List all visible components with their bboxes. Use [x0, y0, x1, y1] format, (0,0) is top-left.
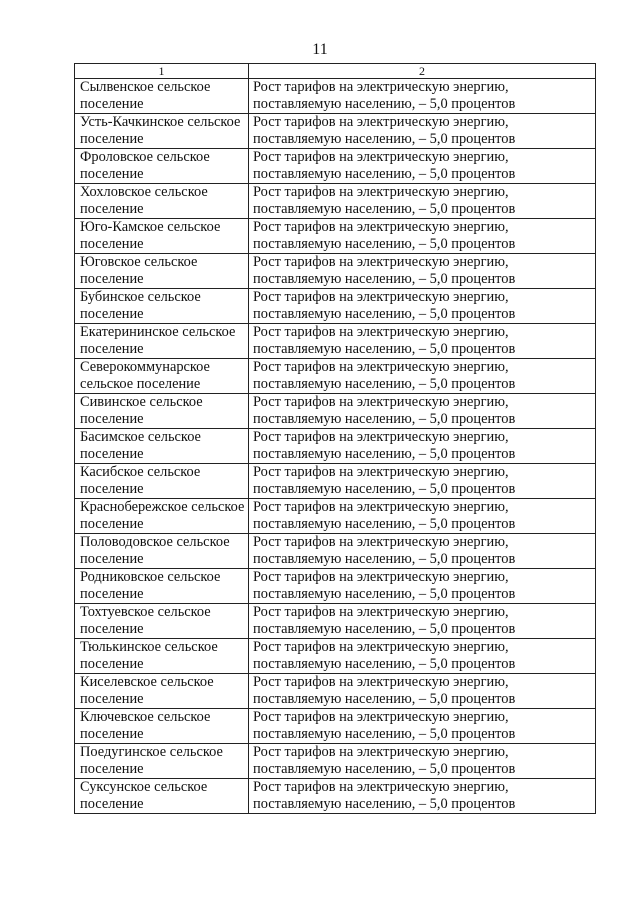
table-body: [75, 79, 596, 814]
tariff-value: [249, 569, 596, 604]
tariff-value: [249, 709, 596, 744]
settlement-name: Екатерининское сельское поселение: [75, 324, 249, 359]
settlement-name: Хохловское сельское поселение: [75, 184, 249, 219]
settlement-name: Басимское сельское поселение: [75, 429, 249, 464]
table-row: [75, 324, 596, 359]
settlement-name: Сивинское сельское поселение: [75, 394, 249, 429]
tariff-value: [249, 254, 596, 289]
settlement-name: Ключевское сельское поселение: [75, 709, 249, 744]
table-row: [75, 184, 596, 219]
settlement-name: Поедугинское сельское поселение: [75, 744, 249, 779]
tariff-value: [249, 674, 596, 709]
table-row: [75, 674, 596, 709]
table-row: [75, 114, 596, 149]
tariff-line-2: поставляемую населению, – 5,0 процентов: [253, 621, 516, 637]
table-row: [75, 359, 596, 394]
tariff-line-1: Рост тарифов на электрическую энергию,: [253, 394, 509, 410]
table-row: [75, 254, 596, 289]
tariff-value: [249, 79, 596, 114]
settlement-name: Юго-Камское сельское поселение: [75, 219, 249, 254]
settlement-name: Родниковское сельское поселение: [75, 569, 249, 604]
tariff-line-1: Рост тарифов на электрическую энергию,: [253, 464, 509, 480]
table-row: [75, 604, 596, 639]
tariff-line-2: поставляемую населению, – 5,0 процентов: [253, 341, 516, 357]
tariff-value: [249, 604, 596, 639]
table-row: [75, 569, 596, 604]
tariff-value: [249, 639, 596, 674]
settlement-name: Фроловское сельское поселение: [75, 149, 249, 184]
tariff-value: [249, 184, 596, 219]
settlement-name: Половодовское сельское поселение: [75, 534, 249, 569]
column-header-2: 2: [249, 64, 596, 79]
tariff-line-2: поставляемую населению, – 5,0 процентов: [253, 656, 516, 672]
tariff-line-2: поставляемую населению, – 5,0 процентов: [253, 131, 516, 147]
table-row: [75, 709, 596, 744]
tariff-line-2: поставляемую населению, – 5,0 процентов: [253, 726, 516, 742]
tariff-line-1: Рост тарифов на электрическую энергию,: [253, 184, 509, 200]
tariff-line-2: поставляемую населению, – 5,0 процентов: [253, 166, 516, 182]
settlement-name: Бубинское сельское поселение: [75, 289, 249, 324]
table-header: [75, 64, 596, 79]
tariff-value: [249, 324, 596, 359]
table-row: [75, 744, 596, 779]
tariff-value: [249, 744, 596, 779]
tariff-value: [249, 429, 596, 464]
settlement-name: Сылвенское сельское поселение: [75, 79, 249, 114]
tariff-line-1: Рост тарифов на электрическую энергию,: [253, 534, 509, 550]
tariff-line-2: поставляемую населению, – 5,0 процентов: [253, 376, 516, 392]
tariff-line-2: поставляемую населению, – 5,0 процентов: [253, 271, 516, 287]
settlement-name: Краснобережское сельское поселение: [75, 499, 249, 534]
table-row: [75, 639, 596, 674]
tariff-value: [249, 289, 596, 324]
tariff-value: [249, 219, 596, 254]
tariff-value: [249, 114, 596, 149]
tariff-table: [74, 63, 596, 814]
tariff-line-1: Рост тарифов на электрическую энергию,: [253, 324, 509, 340]
tariff-line-1: Рост тарифов на электрическую энергию,: [253, 604, 509, 620]
tariff-line-2: поставляемую населению, – 5,0 процентов: [253, 96, 516, 112]
settlement-name: Тюлькинское сельское поселение: [75, 639, 249, 674]
tariff-line-1: Рост тарифов на электрическую энергию,: [253, 674, 509, 690]
table-row: [75, 499, 596, 534]
tariff-line-1: Рост тарифов на электрическую энергию,: [253, 709, 509, 725]
table-row: [75, 219, 596, 254]
settlement-name: Северокоммунарское сельское поселение: [75, 359, 249, 394]
tariff-line-1: Рост тарифов на электрическую энергию,: [253, 779, 509, 795]
tariff-line-2: поставляемую населению, – 5,0 процентов: [253, 796, 516, 812]
tariff-value: [249, 464, 596, 499]
tariff-line-1: Рост тарифов на электрическую энергию,: [253, 744, 509, 760]
table-row: [75, 149, 596, 184]
tariff-line-2: поставляемую населению, – 5,0 процентов: [253, 691, 516, 707]
table-row: [75, 429, 596, 464]
tariff-line-1: Рост тарифов на электрическую энергию,: [253, 429, 509, 445]
tariff-line-2: поставляемую населению, – 5,0 процентов: [253, 516, 516, 532]
tariff-value: [249, 499, 596, 534]
tariff-line-1: Рост тарифов на электрическую энергию,: [253, 79, 509, 95]
tariff-line-2: поставляемую населению, – 5,0 процентов: [253, 446, 516, 462]
tariff-line-1: Рост тарифов на электрическую энергию,: [253, 289, 509, 305]
table-row: [75, 534, 596, 569]
page-number: 11: [312, 41, 328, 58]
tariff-line-1: Рост тарифов на электрическую энергию,: [253, 639, 509, 655]
tariff-value: [249, 394, 596, 429]
settlement-name: Суксунское сельское поселение: [75, 779, 249, 814]
table-row: [75, 464, 596, 499]
header-row: [75, 64, 596, 79]
tariff-line-2: поставляемую населению, – 5,0 процентов: [253, 201, 516, 217]
tariff-value: [249, 359, 596, 394]
tariff-line-1: Рост тарифов на электрическую энергию,: [253, 254, 509, 270]
column-header-1: 1: [75, 64, 249, 79]
tariff-line-2: поставляемую населению, – 5,0 процентов: [253, 481, 516, 497]
settlement-name: Юговское сельское поселение: [75, 254, 249, 289]
tariff-line-2: поставляемую населению, – 5,0 процентов: [253, 551, 516, 567]
tariff-line-2: поставляемую населению, – 5,0 процентов: [253, 236, 516, 252]
tariff-line-2: поставляемую населению, – 5,0 процентов: [253, 411, 516, 427]
tariff-line-1: Рост тарифов на электрическую энергию,: [253, 114, 509, 130]
settlement-name: Усть-Качкинское сельское поселение: [75, 114, 249, 149]
table-row: [75, 779, 596, 814]
tariff-line-1: Рост тарифов на электрическую энергию,: [253, 499, 509, 515]
settlement-name: Киселевское сельское поселение: [75, 674, 249, 709]
tariff-value: [249, 149, 596, 184]
tariff-line-1: Рост тарифов на электрическую энергию,: [253, 219, 509, 235]
tariff-line-1: Рост тарифов на электрическую энергию,: [253, 569, 509, 585]
settlement-name: Касибское сельское поселение: [75, 464, 249, 499]
tariff-value: [249, 534, 596, 569]
table-row: [75, 394, 596, 429]
tariff-line-1: Рост тарифов на электрическую энергию,: [253, 359, 509, 375]
table-row: [75, 79, 596, 114]
tariff-line-2: поставляемую населению, – 5,0 процентов: [253, 306, 516, 322]
tariff-value: [249, 779, 596, 814]
table-row: [75, 289, 596, 324]
settlement-name: Тохтуевское сельское поселение: [75, 604, 249, 639]
tariff-line-2: поставляемую населению, – 5,0 процентов: [253, 586, 516, 602]
tariff-line-1: Рост тарифов на электрическую энергию,: [253, 149, 509, 165]
tariff-line-2: поставляемую населению, – 5,0 процентов: [253, 761, 516, 777]
